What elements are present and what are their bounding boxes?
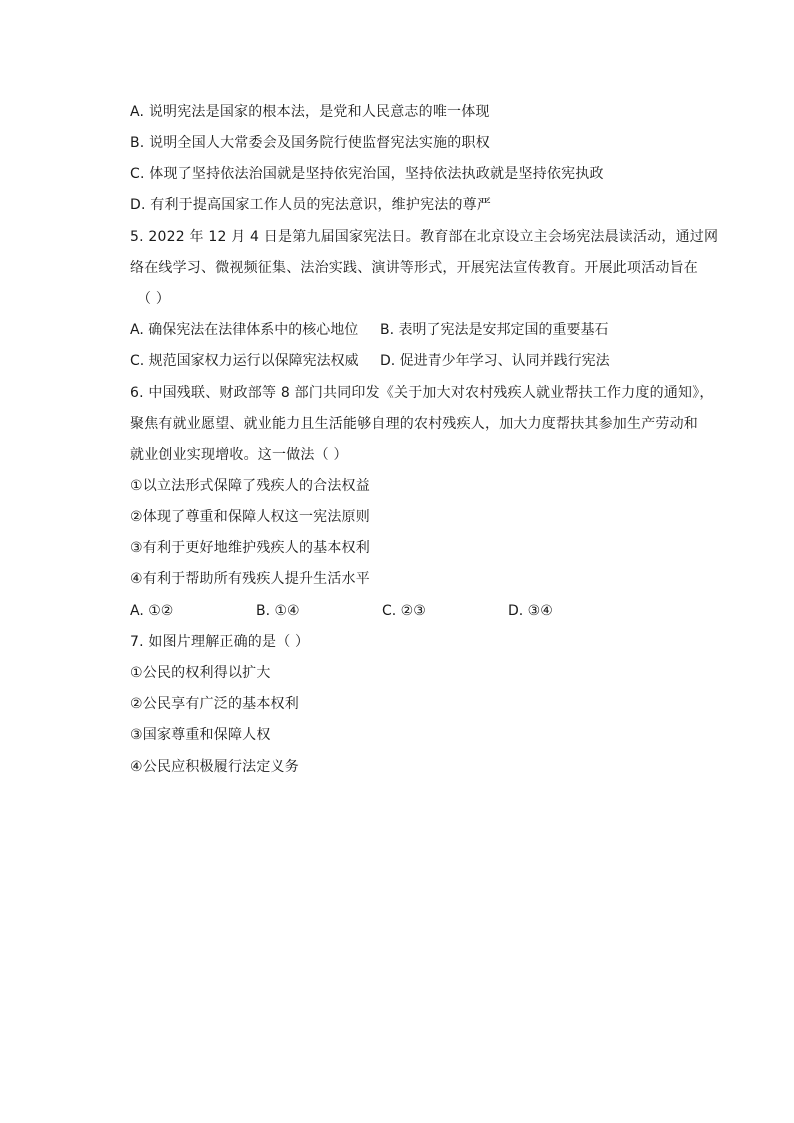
q6-statement-4: ④有利于帮助所有残疾人提升生活水平 <box>130 571 370 587</box>
q5-option-b: B. 表明了宪法是安邦定国的重要基石 <box>380 322 609 338</box>
q5-option-d: D. 促进青少年学习、认同并践行宪法 <box>380 353 610 369</box>
q7-statement-1: ①公民的权利得以扩大 <box>130 665 271 681</box>
q7-statement-2: ②公民享有广泛的基本权利 <box>130 696 299 712</box>
q4-option-c: C. 体现了坚持依法治国就是坚持依宪治国，坚持依法执政就是坚持依宪执政 <box>130 166 604 182</box>
q6-stem-line2: 聚焦有就业愿望、就业能力且生活能够自理的农村残疾人，加大力度帮扶其参加生产劳动和 <box>130 416 698 432</box>
q6-stem-line3: 就业创业实现增收。这一做法（ ） <box>130 447 348 463</box>
q4-option-d: D. 有利于提高国家工作人员的宪法意识，维护宪法的尊严 <box>130 197 492 213</box>
q4-option-a: A. 说明宪法是国家的根本法，是党和人民意志的唯一体现 <box>130 104 490 120</box>
q4-option-b: B. 说明全国人大常委会及国务院行使监督宪法实施的职权 <box>130 135 490 151</box>
q7-statement-3: ③国家尊重和保障人权 <box>130 727 271 743</box>
q5-stem-blank: （ ） <box>137 291 171 307</box>
q6-option-d: D. ③④ <box>508 603 553 619</box>
q6-statement-3: ③有利于更好地维护残疾人的基本权利 <box>130 540 370 556</box>
q6-statement-1: ①以立法形式保障了残疾人的合法权益 <box>130 478 370 494</box>
q6-statement-2: ②体现了尊重和保障人权这一宪法原则 <box>130 509 370 525</box>
q6-option-b: B. ①④ <box>256 603 300 619</box>
q6-option-c: C. ②③ <box>382 603 426 619</box>
q5-option-c: C. 规范国家权力运行以保障宪法权威 <box>130 353 359 369</box>
q5-option-a: A. 确保宪法在法律体系中的核心地位 <box>130 322 359 338</box>
q6-stem-line1: 6. 中国残联、财政部等 8 部门共同印发《关于加大对农村残疾人就业帮扶工作力度的通知》， <box>130 385 714 401</box>
q5-stem-line1: 5. 2022 年 12 月 4 日是第九届国家宪法日。教育部在北京设立主会场宪法晨读活动，通过网 <box>130 229 719 245</box>
q7-statement-4: ④公民应积极履行法定义务 <box>130 759 299 775</box>
q7-stem: 7. 如图片理解正确的是（ ） <box>130 634 310 650</box>
q6-option-a: A. ①② <box>130 603 174 619</box>
q5-stem-line2: 络在线学习、微视频征集、法治实践、演讲等形式，开展宪法宣传教育。开展此项活动旨在 <box>130 260 698 276</box>
